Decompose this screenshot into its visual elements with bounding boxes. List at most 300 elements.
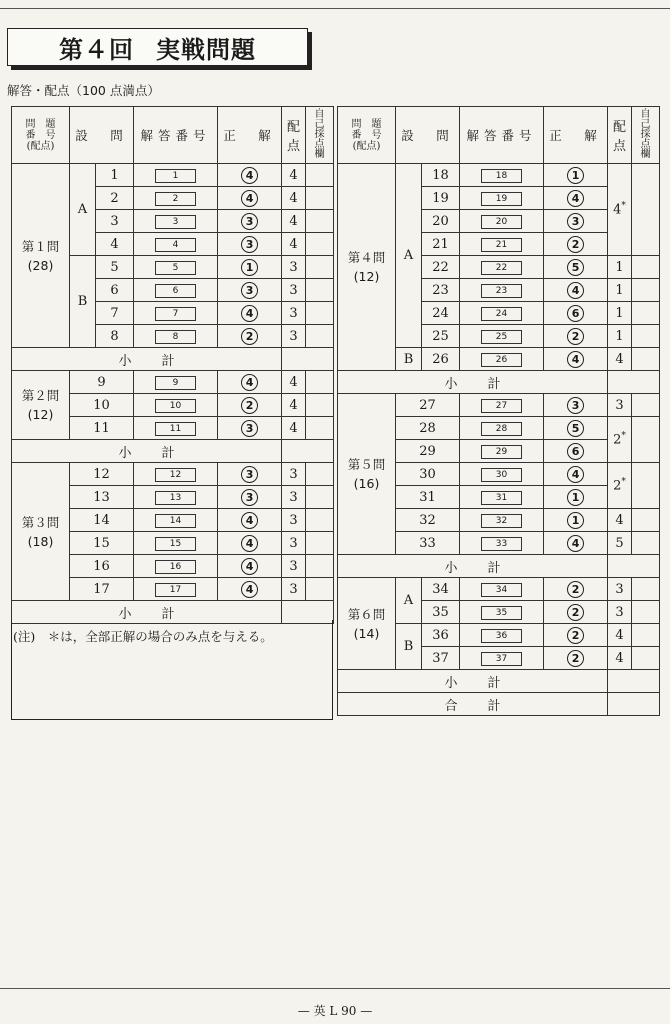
correct-answer: 4 (567, 351, 584, 368)
correct-answer: 3 (567, 213, 584, 230)
header-answer-number: 解答番号 (460, 107, 544, 164)
subtotal-label: 小 計 (12, 440, 282, 463)
answer-table-right (337, 106, 660, 716)
points-cell: 3 (282, 532, 306, 555)
points-cell: 1 (608, 256, 632, 279)
self-score-cell[interactable] (632, 578, 660, 601)
table-row (338, 164, 660, 187)
correct-answer-cell (544, 164, 608, 187)
answer-box-cell (134, 417, 218, 440)
answer-box: 36 (481, 629, 522, 643)
self-score-cell[interactable] (632, 463, 660, 509)
title-round: 第４回 (59, 35, 134, 64)
correct-answer-cell (218, 532, 282, 555)
question-number: 13 (70, 486, 134, 509)
points-cell: 4 (282, 394, 306, 417)
answer-box: 1 (155, 169, 196, 183)
points-cell: 3 (282, 325, 306, 348)
answer-box-cell (134, 210, 218, 233)
answer-box: 31 (481, 491, 522, 505)
correct-answer: 6 (567, 305, 584, 322)
points-cell: 4 (608, 348, 632, 371)
self-score-cell[interactable] (632, 647, 660, 670)
correct-answer: 2 (567, 627, 584, 644)
answer-box: 30 (481, 468, 522, 482)
self-score-cell[interactable] (306, 486, 334, 509)
page-footer: — 英 L 90 — (297, 1004, 373, 1018)
points-cell: 1 (608, 325, 632, 348)
answer-box: 17 (155, 583, 196, 597)
answer-box: 23 (481, 284, 522, 298)
question-label-q5: 第５問 (16) (338, 394, 396, 555)
subtotal-label: 小 計 (12, 601, 282, 624)
question-number: 7 (96, 302, 134, 325)
answer-box-cell (460, 486, 544, 509)
correct-answer: 1 (241, 259, 258, 276)
question-number: 8 (96, 325, 134, 348)
answer-box: 3 (155, 215, 196, 229)
points-cell: 4 (282, 210, 306, 233)
correct-answer: 2 (567, 604, 584, 621)
self-score-cell[interactable] (306, 302, 334, 325)
footer-rule (0, 988, 670, 989)
answer-box: 34 (481, 583, 522, 597)
correct-answer: 3 (567, 397, 584, 414)
header-question-number: 問 題 番 号 (配点) (338, 107, 396, 164)
correct-answer: 2 (567, 328, 584, 345)
correct-answer: 3 (241, 466, 258, 483)
answer-box: 4 (155, 238, 196, 252)
correct-answer: 3 (241, 236, 258, 253)
header-correct-answer: 正 解 (218, 107, 282, 164)
correct-answer-cell (544, 394, 608, 417)
question-label-q2: 第２問 (12) (12, 371, 70, 440)
footnote: (注) ＊は，全部正解の場合のみ点を与える。 (13, 629, 273, 644)
answer-box-cell (134, 279, 218, 302)
question-number: 12 (70, 463, 134, 486)
answer-box-cell (460, 578, 544, 601)
self-score-cell[interactable] (306, 164, 334, 187)
answer-box-cell (134, 532, 218, 555)
page-title (7, 28, 308, 66)
answer-box: 14 (155, 514, 196, 528)
answer-box: 32 (481, 514, 522, 528)
answer-box-cell (134, 509, 218, 532)
table-header-row (338, 107, 660, 164)
correct-answer: 1 (567, 512, 584, 529)
question-number: 10 (70, 394, 134, 417)
correct-answer: 4 (241, 512, 258, 529)
correct-answer: 4 (241, 167, 258, 184)
correct-answer-cell (218, 555, 282, 578)
subtotal-row (338, 555, 660, 578)
self-score-cell[interactable] (306, 256, 334, 279)
question-number: 22 (422, 256, 460, 279)
correct-answer-cell (218, 256, 282, 279)
self-score-cell[interactable] (306, 325, 334, 348)
correct-answer-cell (544, 348, 608, 371)
self-score-cell[interactable] (632, 624, 660, 647)
correct-answer-cell (218, 325, 282, 348)
correct-answer: 4 (241, 535, 258, 552)
correct-answer: 4 (567, 282, 584, 299)
points-cell: 1 (608, 279, 632, 302)
answer-box-cell (460, 348, 544, 371)
table-row (12, 164, 334, 187)
correct-answer-cell (544, 256, 608, 279)
header-points: 配 点 (282, 107, 306, 164)
points-cell: 3 (282, 302, 306, 325)
answer-box-cell (460, 210, 544, 233)
subtotal-label: 小 計 (338, 555, 608, 578)
question-number: 9 (70, 371, 134, 394)
correct-answer-cell (544, 325, 608, 348)
table-row (338, 578, 660, 601)
self-score-cell[interactable] (306, 210, 334, 233)
answer-box-cell (460, 532, 544, 555)
part-label: A (70, 164, 96, 256)
question-number: 20 (422, 210, 460, 233)
correct-answer-cell (544, 578, 608, 601)
points-cell: 4 (608, 624, 632, 647)
answer-table-left (11, 106, 334, 624)
correct-answer-cell (218, 509, 282, 532)
answer-box-cell (134, 578, 218, 601)
answer-box-cell (134, 325, 218, 348)
answer-box: 15 (155, 537, 196, 551)
correct-answer: 2 (241, 328, 258, 345)
answer-box: 9 (155, 376, 196, 390)
answer-box: 11 (155, 422, 196, 436)
answer-box: 7 (155, 307, 196, 321)
self-score-cell[interactable] (632, 256, 660, 279)
answer-box-cell (460, 463, 544, 486)
points-cell: 4 (608, 509, 632, 532)
header-question-number: 問 題 番 号 (配点) (12, 107, 70, 164)
header-correct-answer: 正 解 (544, 107, 608, 164)
subtotal-label: 小 計 (338, 670, 608, 693)
answer-box-cell (134, 233, 218, 256)
table-row (12, 463, 334, 486)
correct-answer: 4 (567, 190, 584, 207)
correct-answer: 4 (567, 466, 584, 483)
self-score-cell[interactable] (306, 279, 334, 302)
answer-box: 33 (481, 537, 522, 551)
answer-box: 25 (481, 330, 522, 344)
subtotal-score-cell[interactable] (608, 670, 660, 693)
question-number: 33 (396, 532, 460, 555)
answer-box-cell (134, 463, 218, 486)
correct-answer: 4 (241, 190, 258, 207)
correct-answer-cell (218, 578, 282, 601)
points-cell: 4 (282, 187, 306, 210)
self-score-cell[interactable] (632, 394, 660, 417)
answer-box-cell (134, 371, 218, 394)
answer-box-cell (134, 555, 218, 578)
top-rule (0, 8, 670, 9)
points-cell: 4 (282, 233, 306, 256)
header-self-score: 自 己 採 点 欄 (632, 107, 660, 164)
answer-box-cell (134, 164, 218, 187)
self-score-cell[interactable] (632, 302, 660, 325)
question-number: 31 (396, 486, 460, 509)
part-label: B (70, 256, 96, 348)
table-row (338, 394, 660, 417)
answer-box: 29 (481, 445, 522, 459)
correct-answer: 4 (241, 558, 258, 575)
self-score-cell[interactable] (632, 279, 660, 302)
answer-box-cell (460, 624, 544, 647)
correct-answer-cell (218, 164, 282, 187)
correct-answer: 2 (567, 650, 584, 667)
answer-box: 22 (481, 261, 522, 275)
correct-answer-cell (544, 210, 608, 233)
answer-box: 27 (481, 399, 522, 413)
self-score-cell[interactable] (306, 187, 334, 210)
points-cell: 3 (608, 578, 632, 601)
question-number: 32 (396, 509, 460, 532)
question-label-q6: 第６問 (14) (338, 578, 396, 670)
points-cell: 4 (282, 164, 306, 187)
question-number: 36 (422, 624, 460, 647)
question-number: 18 (422, 164, 460, 187)
part-label: B (396, 624, 422, 670)
self-score-cell[interactable] (632, 417, 660, 463)
correct-answer: 4 (241, 581, 258, 598)
answer-box-cell (460, 233, 544, 256)
answer-box: 26 (481, 353, 522, 367)
points-cell-group: 2* (608, 463, 632, 509)
points-cell: 3 (282, 256, 306, 279)
points-cell-group: 2* (608, 417, 632, 463)
correct-answer-cell (544, 624, 608, 647)
correct-answer: 2 (567, 236, 584, 253)
answer-box-cell (460, 325, 544, 348)
self-score-cell[interactable] (632, 325, 660, 348)
points-cell: 3 (282, 486, 306, 509)
points-cell: 3 (282, 279, 306, 302)
self-score-cell[interactable] (306, 578, 334, 601)
answer-box-cell (460, 601, 544, 624)
self-score-cell[interactable] (306, 394, 334, 417)
points-cell-group: 4* (608, 164, 632, 256)
question-number: 24 (422, 302, 460, 325)
answer-box-cell (134, 256, 218, 279)
correct-answer: 3 (241, 420, 258, 437)
answer-box: 16 (155, 560, 196, 574)
correct-answer-cell (544, 440, 608, 463)
correct-answer: 6 (567, 443, 584, 460)
question-number: 21 (422, 233, 460, 256)
header-self-score: 自 己 採 点 欄 (306, 107, 334, 164)
question-number: 14 (70, 509, 134, 532)
subtotal-row (12, 348, 334, 371)
subtotal-score-cell[interactable] (608, 555, 660, 578)
correct-answer-cell (544, 509, 608, 532)
points-cell: 5 (608, 532, 632, 555)
answer-box: 12 (155, 468, 196, 482)
subtotal-score-cell[interactable] (282, 440, 334, 463)
correct-answer-cell (544, 233, 608, 256)
answer-box-cell (460, 509, 544, 532)
answer-box-cell (460, 187, 544, 210)
answer-box: 21 (481, 238, 522, 252)
subtotal-row (338, 670, 660, 693)
answer-box-cell (460, 279, 544, 302)
question-number: 26 (422, 348, 460, 371)
answer-box: 35 (481, 606, 522, 620)
total-score-cell[interactable] (608, 693, 660, 716)
answer-box-cell (134, 187, 218, 210)
header-setsumon: 設 問 (70, 107, 134, 164)
self-score-cell[interactable] (306, 532, 334, 555)
answer-box-cell (460, 417, 544, 440)
points-cell: 3 (282, 509, 306, 532)
question-number: 1 (96, 164, 134, 187)
question-label-q4: 第４問 (12) (338, 164, 396, 371)
header-points: 配 点 (608, 107, 632, 164)
question-number: 37 (422, 647, 460, 670)
question-label-q3: 第３問 (18) (12, 463, 70, 601)
self-score-cell[interactable] (306, 417, 334, 440)
table-row (12, 371, 334, 394)
question-number: 11 (70, 417, 134, 440)
correct-answer-cell (544, 647, 608, 670)
self-score-cell[interactable] (632, 532, 660, 555)
correct-answer-cell (218, 417, 282, 440)
correct-answer: 1 (567, 489, 584, 506)
correct-answer-cell (218, 302, 282, 325)
answer-box-cell (460, 256, 544, 279)
answer-box: 18 (481, 169, 522, 183)
correct-answer: 1 (567, 167, 584, 184)
answer-box-cell (460, 302, 544, 325)
question-number: 34 (422, 578, 460, 601)
correct-answer: 2 (567, 581, 584, 598)
self-score-cell[interactable] (632, 348, 660, 371)
part-label: A (396, 164, 422, 348)
part-label: A (396, 578, 422, 624)
subtotal-row (12, 440, 334, 463)
correct-answer-cell (218, 233, 282, 256)
answer-box-cell (460, 440, 544, 463)
self-score-cell[interactable] (632, 601, 660, 624)
self-score-cell[interactable] (306, 555, 334, 578)
total-row (338, 693, 660, 716)
answer-box-cell (134, 302, 218, 325)
self-score-cell[interactable] (306, 233, 334, 256)
answer-box: 8 (155, 330, 196, 344)
answer-box-cell (460, 647, 544, 670)
points-cell: 4 (282, 417, 306, 440)
correct-answer-cell (218, 371, 282, 394)
correct-answer-cell (544, 302, 608, 325)
answer-box: 20 (481, 215, 522, 229)
correct-answer-cell (544, 601, 608, 624)
answer-box-cell (134, 394, 218, 417)
subtotal-row (338, 371, 660, 394)
part-label: B (396, 348, 422, 371)
question-number: 19 (422, 187, 460, 210)
question-number: 16 (70, 555, 134, 578)
correct-answer-cell (544, 187, 608, 210)
correct-answer: 5 (567, 420, 584, 437)
header-setsumon: 設 問 (396, 107, 460, 164)
correct-answer-cell (218, 187, 282, 210)
points-cell: 3 (282, 555, 306, 578)
correct-answer: 5 (567, 259, 584, 276)
correct-answer-cell (218, 279, 282, 302)
points-cell: 3 (608, 394, 632, 417)
correct-answer-cell (218, 394, 282, 417)
question-number: 3 (96, 210, 134, 233)
table-header-row (12, 107, 334, 164)
correct-answer-cell (544, 486, 608, 509)
subtotal-label: 小 計 (12, 348, 282, 371)
points-cell: 4 (608, 647, 632, 670)
answer-box: 10 (155, 399, 196, 413)
subtitle: 解答・配点（100 点満点） (7, 83, 160, 98)
self-score-cell[interactable] (306, 509, 334, 532)
answer-box: 6 (155, 284, 196, 298)
question-number: 29 (396, 440, 460, 463)
question-number: 15 (70, 532, 134, 555)
answer-box: 37 (481, 652, 522, 666)
points-cell: 3 (608, 601, 632, 624)
question-number: 23 (422, 279, 460, 302)
subtotal-score-cell[interactable] (282, 348, 334, 371)
question-number: 6 (96, 279, 134, 302)
self-score-cell[interactable] (632, 509, 660, 532)
question-number: 28 (396, 417, 460, 440)
correct-answer: 4 (241, 305, 258, 322)
header-answer-number: 解答番号 (134, 107, 218, 164)
title-main: 実戦問題 (156, 35, 256, 64)
self-score-cell[interactable] (632, 164, 660, 256)
question-number: 25 (422, 325, 460, 348)
question-label-q1: 第１問 (28) (12, 164, 70, 348)
points-cell: 1 (608, 302, 632, 325)
question-number: 17 (70, 578, 134, 601)
question-number: 27 (396, 394, 460, 417)
answer-box: 28 (481, 422, 522, 436)
correct-answer-cell (544, 532, 608, 555)
correct-answer-cell (544, 463, 608, 486)
question-number: 30 (396, 463, 460, 486)
question-number: 5 (96, 256, 134, 279)
answer-box: 2 (155, 192, 196, 206)
correct-answer: 3 (241, 489, 258, 506)
self-score-cell[interactable] (306, 371, 334, 394)
correct-answer: 4 (567, 535, 584, 552)
correct-answer: 3 (241, 282, 258, 299)
points-cell: 3 (282, 578, 306, 601)
correct-answer-cell (218, 463, 282, 486)
answer-box: 24 (481, 307, 522, 321)
correct-answer: 3 (241, 213, 258, 230)
question-number: 4 (96, 233, 134, 256)
subtotal-score-cell[interactable] (608, 371, 660, 394)
answer-box: 5 (155, 261, 196, 275)
correct-answer-cell (218, 210, 282, 233)
answer-box-cell (460, 394, 544, 417)
correct-answer-cell (544, 417, 608, 440)
self-score-cell[interactable] (306, 463, 334, 486)
total-label: 合 計 (338, 693, 608, 716)
subtotal-label: 小 計 (338, 371, 608, 394)
question-number: 35 (422, 601, 460, 624)
answer-box-cell (460, 164, 544, 187)
